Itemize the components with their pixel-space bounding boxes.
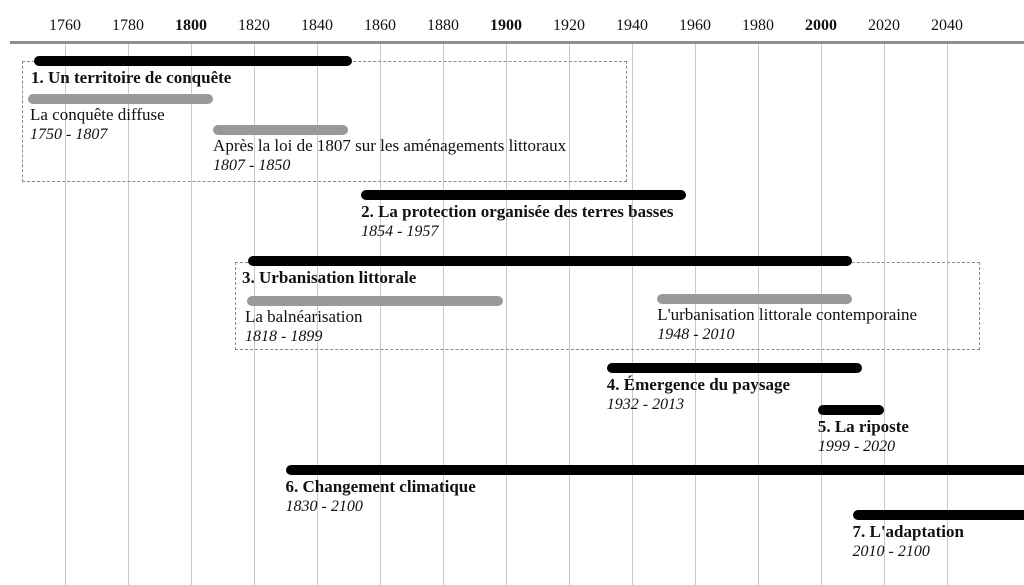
axis-tick-label: 2040 [931, 17, 963, 34]
period-bar-p2 [361, 190, 685, 200]
subperiod-bar-s4 [657, 294, 852, 304]
axis-tick-label: 2020 [868, 17, 900, 34]
subperiod-title: L'urbanisation littorale contemporaine [657, 305, 918, 324]
axis-tick-label: 1780 [112, 17, 144, 34]
axis-tick-label: 1760 [49, 17, 81, 34]
subperiod-bar-s3 [247, 296, 503, 306]
subperiod-dates: 1948 - 2010 [657, 326, 735, 343]
axis-tick-label: 1820 [238, 17, 270, 34]
subperiod-bar-s1 [28, 94, 213, 104]
period-title: 7. L'adaptation [852, 522, 964, 541]
axis-tick-label: 1840 [301, 17, 333, 34]
axis-tick-label: 1980 [742, 17, 774, 34]
axis-line [10, 41, 1024, 44]
period-title: 1. Un territoire de conquête [31, 68, 232, 87]
period-label-p4 [607, 375, 790, 414]
axis-tick-label: 1960 [679, 17, 711, 34]
period-title: 5. La riposte [817, 417, 909, 436]
period-label-p2 [361, 202, 673, 241]
period-label-p6 [286, 477, 476, 516]
subperiod-dates: 1807 - 1850 [213, 157, 291, 174]
period-bar-p6 [286, 465, 1024, 475]
subperiod-title: La conquête diffuse [30, 105, 165, 124]
period-label-p5 [818, 417, 909, 456]
period-label-p7 [853, 522, 964, 561]
subperiod-label-s1 [30, 105, 165, 144]
period-title: 6. Changement climatique [285, 477, 476, 496]
subperiod-bar-s2 [213, 125, 348, 135]
period-bar-p4 [607, 363, 862, 373]
period-bar-p5 [818, 405, 884, 415]
period-title: 2. La protection organisée des terres basses [361, 202, 674, 221]
period-label-p1 [31, 68, 231, 88]
subperiod-label-s2 [213, 136, 566, 175]
period-dates: 1854 - 1957 [361, 223, 439, 240]
axis-tick-label: 2000 [805, 17, 837, 34]
axis-tick-label: 1920 [553, 17, 585, 34]
subperiod-dates: 1750 - 1807 [30, 126, 108, 143]
subperiod-label-s3 [245, 307, 363, 346]
period-dates: 1932 - 2013 [606, 396, 685, 413]
period-bar-p1 [34, 56, 352, 66]
period-title: 4. Émergence du paysage [606, 375, 791, 394]
period-title: 3. Urbanisation littorale [242, 268, 417, 287]
period-bar-p7 [853, 510, 1024, 520]
axis-tick-label: 1900 [490, 17, 522, 34]
period-dates: 2010 - 2100 [852, 543, 930, 560]
period-bar-p3 [248, 256, 853, 266]
axis-tick-label: 1940 [616, 17, 648, 34]
period-dates: 1830 - 2100 [285, 498, 363, 515]
axis-tick-label: 1860 [364, 17, 396, 34]
period-label-p3 [242, 268, 416, 288]
axis-tick-label: 1800 [175, 17, 207, 34]
subperiod-title: La balnéarisation [245, 307, 363, 326]
axis-tick-label: 1880 [427, 17, 459, 34]
subperiod-dates: 1818 - 1899 [245, 328, 323, 345]
subperiod-title: Après la loi de 1807 sur les aménagements littoraux [213, 136, 567, 155]
subperiod-label-s4 [657, 305, 917, 344]
period-dates: 1999 - 2020 [817, 438, 896, 455]
